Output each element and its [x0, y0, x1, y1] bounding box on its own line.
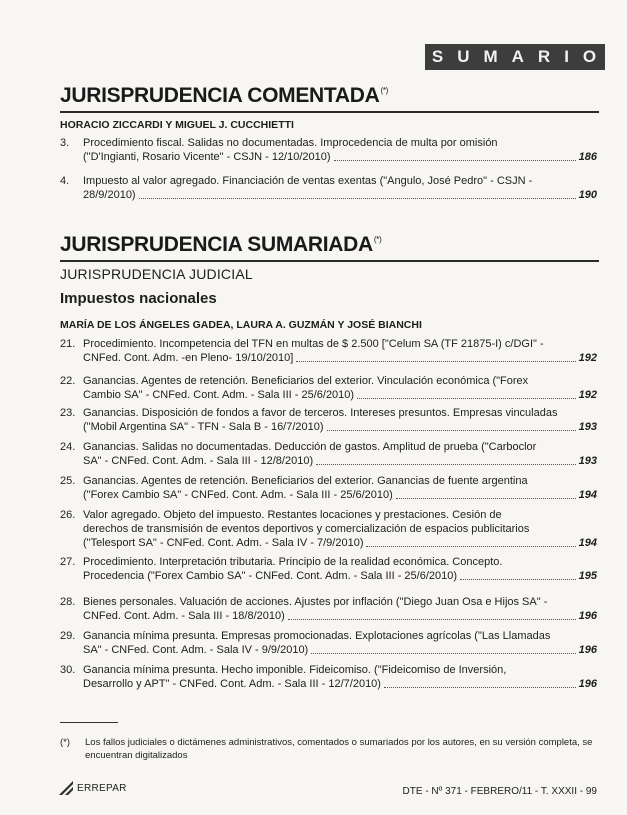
section-title-sumariada: JURISPRUDENCIA SUMARIADA(*): [60, 233, 382, 256]
dot-leader: [296, 360, 575, 362]
summary-entry: [60, 663, 597, 691]
title-footnote-mark: (*): [373, 235, 382, 244]
dot-leader: [396, 497, 576, 499]
errepar-logo-text: ERREPAR: [77, 782, 127, 794]
entry-citation: CNFed. Cont. Adm. - Sala III - 18/8/2010): [83, 610, 285, 622]
page-number: 193: [578, 421, 597, 433]
entry-citation: SA" - CNFed. Cont. Adm. - Sala IV - 9/9/2010): [83, 644, 309, 656]
page-number: 194: [578, 489, 597, 501]
footnote-rule: [60, 722, 118, 723]
page-number: 186: [578, 151, 597, 163]
entry-text-line: Impuesto al valor agregado. Financiación de ventas exentas ("Angulo, José Pedro" - CSJN -: [83, 175, 533, 187]
dot-leader: [357, 397, 576, 399]
dot-leader: [460, 578, 576, 580]
summary-entry: [60, 374, 597, 402]
entry-text-line: Ganancias. Salidas no documentadas. Deducción de gastos. Amplitud de prueba ("Carboclor: [83, 441, 537, 453]
entry-number: 24.: [60, 441, 76, 453]
entry-citation: Procedencia ("Forex Cambio SA" - CNFed. Cont. Adm. - Sala III - 25/6/2010): [83, 570, 458, 582]
section-title-comentada: JURISPRUDENCIA COMENTADA(*): [60, 84, 389, 107]
entry-number: 29.: [60, 630, 76, 642]
summary-entry: [60, 174, 597, 202]
dot-leader: [327, 429, 576, 431]
section-subtitle: JURISPRUDENCIA JUDICIAL: [60, 266, 253, 282]
section-rule: [60, 111, 599, 113]
entry-number: 27.: [60, 556, 76, 568]
entry-number: 26.: [60, 509, 76, 521]
entry-text-line: Procedimiento fiscal. Salidas no documentadas. Improcedencia de multa por omisión: [83, 137, 498, 149]
dot-leader: [139, 197, 576, 199]
summary-entry: [60, 508, 597, 550]
sumario-banner: SUMARIO: [425, 44, 605, 70]
errepar-logo-icon: [58, 780, 74, 796]
entry-citation: Cambio SA" - CNFed. Cont. Adm. - Sala III - 25/6/2010): [83, 389, 355, 401]
summary-entry: [60, 406, 597, 434]
entry-text-line: Procedimiento. Incompetencia del TFN en multas de $ 2.500 ["Celum SA (TF 21875-I) c/DGI" -: [83, 338, 544, 350]
title-footnote-mark: (*): [380, 86, 389, 95]
entry-citation: CNFed. Cont. Adm. -en Pleno- 19/10/2010]: [83, 352, 294, 364]
entry-citation: Desarrollo y APT" - CNFed. Cont. Adm. - Sala III - 12/7/2010): [83, 678, 381, 690]
dot-leader: [311, 652, 575, 654]
footnote: [60, 736, 597, 762]
section-rule: [60, 260, 599, 262]
entry-text-line: Ganancias. Agentes de retención. Beneficiarios del exterior. Ganancias de fuente argentina: [83, 475, 528, 487]
entry-text-line: Ganancias. Disposición de fondos a favor de terceros. Intereses presuntos. Empresas vinculadas: [83, 407, 558, 419]
entry-text-line: Valor agregado. Objeto del impuesto. Restantes locaciones y prestaciones. Cesión de: [83, 509, 502, 521]
page-number: 196: [578, 610, 597, 622]
page-number: 196: [578, 644, 597, 656]
entry-text-line: Ganancia mínima presunta. Hecho imponible. Fideicomiso. ("Fideicomiso de Inversión,: [83, 664, 507, 676]
page-number: 190: [578, 189, 597, 201]
dot-leader: [384, 686, 576, 688]
page-number: 192: [578, 389, 597, 401]
entry-number: 28.: [60, 596, 76, 608]
errepar-logo: [58, 780, 127, 796]
entry-text-line: Procedimiento. Interpretación tributaria. Principio de la realidad económica. Concepto.: [83, 556, 503, 568]
dot-leader: [334, 159, 576, 161]
entry-text-line: Ganancia mínima presunta. Empresas promocionadas. Explotaciones agrícolas ("Las Llamadas: [83, 630, 551, 642]
page-footer: [0, 780, 627, 804]
entry-number: 3.: [60, 137, 70, 149]
summary-entry: [60, 474, 597, 502]
summary-entry: [60, 595, 597, 623]
entry-number: 23.: [60, 407, 76, 419]
entry-citation: ("Telesport SA" - CNFed. Cont. Adm. - Sala IV - 7/9/2010): [83, 537, 364, 549]
entry-citation: 28/9/2010): [83, 189, 136, 201]
summary-entry: [60, 555, 597, 583]
entry-citation: SA" - CNFed. Cont. Adm. - Sala III - 12/8/2010): [83, 455, 314, 467]
entry-text-line: derechos de transmisión de eventos deportivos y comercialización de espacios publicitarios: [83, 523, 530, 535]
page-number: 192: [578, 352, 597, 364]
entry-number: 21.: [60, 338, 76, 350]
entry-text-line: Ganancias. Agentes de retención. Beneficiarios del exterior. Vinculación económica ("Forex: [83, 375, 529, 387]
page-number: 194: [578, 537, 597, 549]
summary-entry: [60, 136, 597, 164]
entry-number: 4.: [60, 175, 70, 187]
entry-text-line: Bienes personales. Valuación de acciones. Ajustes por inflación ("Diego Juan Osa e Hijos SA" -: [83, 596, 548, 608]
footnote-mark: (*): [60, 737, 71, 748]
dot-leader: [366, 545, 575, 547]
page-number: 196: [578, 678, 597, 690]
summary-entry: [60, 337, 597, 365]
entry-citation: ("Forex Cambio SA" - CNFed. Cont. Adm. - Sala III - 25/6/2010): [83, 489, 393, 501]
entry-number: 25.: [60, 475, 76, 487]
dot-leader: [288, 618, 576, 620]
entry-citation: ("D'Ingianti, Rosario Vicente" - CSJN - 12/10/2010): [83, 151, 331, 163]
summary-entry: [60, 440, 597, 468]
summary-entry: [60, 629, 597, 657]
entry-number: 22.: [60, 375, 76, 387]
entry-citation: ("Mobil Argentina SA" - TFN - Sala B - 16/7/2010): [83, 421, 324, 433]
page-info: DTE - Nº 371 - FEBRERO/11 - T. XXXII - 99: [402, 786, 597, 797]
authors-sumariada: MARÍA DE LOS ÁNGELES GADEA, LAURA A. GUZMÁN Y JOSÉ BIANCHI: [60, 319, 422, 331]
page-number: 195: [578, 570, 597, 582]
footnote-text: Los fallos judiciales o dictámenes administrativos, comentados o sumariados por los autores, en su versión completa, se encuentran digitalizados: [85, 737, 593, 761]
dot-leader: [316, 463, 576, 465]
entry-number: 30.: [60, 664, 76, 676]
subsection-title: Impuestos nacionales: [60, 290, 217, 307]
page-number: 193: [578, 455, 597, 467]
authors-comentada: HORACIO ZICCARDI Y MIGUEL J. CUCCHIETTI: [60, 119, 294, 131]
